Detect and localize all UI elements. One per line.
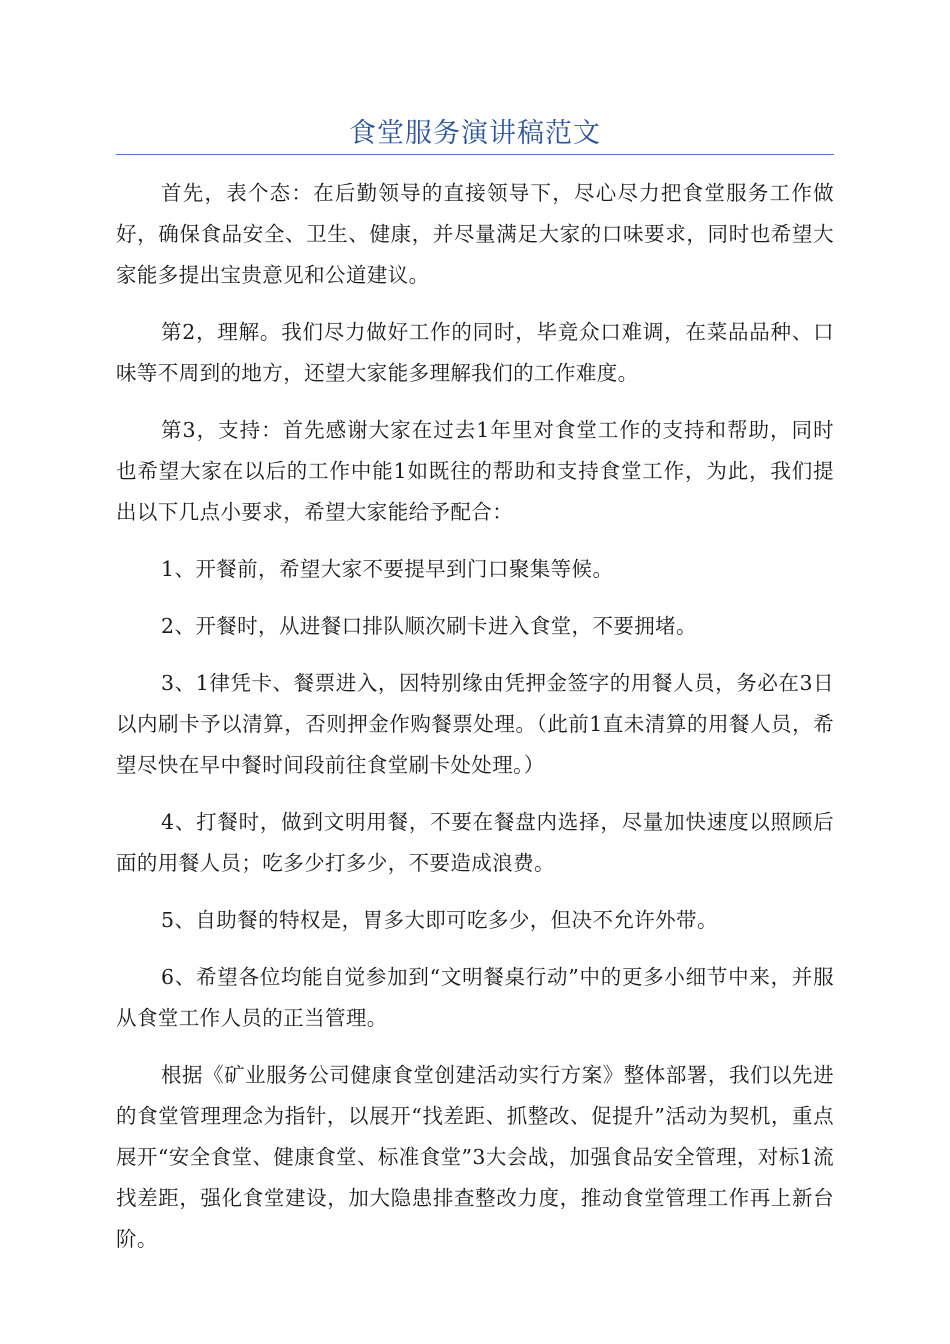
document-body [116,173,834,1276]
list-item-5: 5、自助餐的特权是，胃多大即可吃多少，但决不允许外带。 [161,908,718,932]
list-item-6: 6、希望各位均能自觉参加到“文明餐桌行动”中的更多小细节中来，并服从食堂工作人员的正当管理。 [116,965,834,1030]
document-title: 食堂服务演讲稿范文 [349,118,601,149]
list-item-1: 1、开餐前，希望大家不要提早到门口聚集等候。 [161,557,614,581]
paragraph-support: 第3，支持：首先感谢大家在过去1年里对食堂工作的支持和帮助，同时也希望大家在以后的工作中能1如既往的帮助和支持食堂工作，为此，我们提出以下几点小要求，希望大家能给予配合： [116,418,834,524]
paragraph-attitude: 首先，表个态：在后勤领导的直接领导下，尽心尽力把食堂服务工作做好，确保食品安全、卫生、健康，并尽量满足大家的口味要求，同时也希望大家能多提出宝贵意见和公道建议。 [116,181,834,287]
list-item-2: 2、开餐时，从进餐口排队顺次刷卡进入食堂，不要拥堵。 [161,614,697,638]
list-item-4: 4、打餐时，做到文明用餐，不要在餐盘内选择，尽量加快速度以照顾后面的用餐人员；吃多少打多少，不要造成浪费。 [116,810,834,875]
title-underline [116,154,834,155]
paragraph-understanding: 第2，理解。我们尽力做好工作的同时，毕竟众口难调，在菜品品种、口味等不周到的地方，还望大家能多理解我们的工作难度。 [116,320,834,385]
list-item-3: 3、1律凭卡、餐票进入，因特别缘由凭押金签字的用餐人员，务必在3日以内刷卡予以清算，否则押金作购餐票处理。（此前1直未清算的用餐人员，希望尽快在早中餐时间段前往食堂刷卡处处理。） [116,671,834,777]
paragraph-conclusion: 根据《矿业服务公司健康食堂创建活动实行方案》整体部署，我们以先进的食堂管理理念为指针，以展开“找差距、抓整改、促提升”活动为契机，重点展开“安全食堂、健康食堂、标准食堂”3大会战，加强食品安全管理，对标1流找差距，强化食堂建设，加大隐患排查整改力度，推动食堂管理工作再上新台阶。 [116,1063,834,1251]
